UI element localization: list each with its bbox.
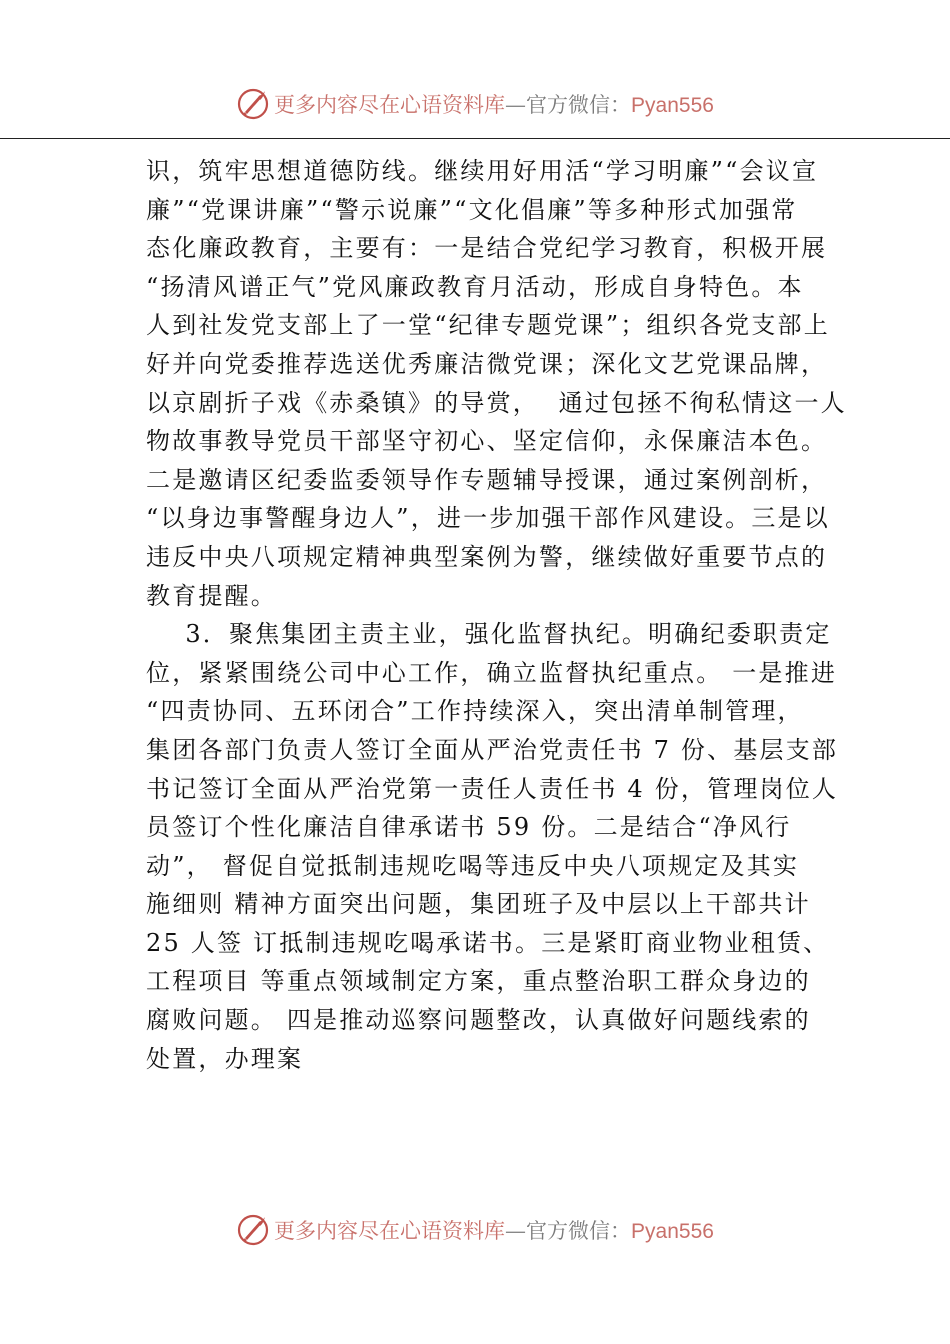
body-line: 动”， 督促自觉抵制违规吃喝等违反中央八项规定及其实 [146,851,800,880]
body-line: 书记签订全面从严治党第一责任人责任书 4 份，管理岗位人 [146,774,839,803]
header-banner [0,84,950,124]
footer-brand: 更多内容尽在心语资料库 [274,1219,506,1243]
body-line: 好并向党委推荐选送优秀廉洁微党课；深化文艺党课品牌， [146,349,828,378]
body-line: 员签订个性化廉洁自律承诺书 59 份。二是结合“净风行 [146,813,792,842]
footer-wechat-label: 官方微信： [526,1219,632,1243]
body-line: 工程项目 等重点领域制定方案，重点整治职工群众身边的 [146,967,811,996]
body-line: 以京剧折子戏《赤桑镇》的导赏， 通过包拯不徇私情这一人 [146,388,847,417]
body-line: 施细则 精神方面突出问题，集团班子及中层以上干部共计 [146,890,811,919]
header-wechat-id: Pyan556 [631,94,714,117]
body-line: 廉”“党课讲廉”“警示说廉”“文化倡廉”等多种形式加强常 [146,195,798,224]
body-line: 集团各部门负责人签订全面从严治党责任书 7 份、基层支部 [146,735,839,764]
body-line: 25 人签 订抵制违规吃喝承诺书。三是紧盯商业物业租赁、 [146,928,830,957]
body-line: 腐败问题。 四是推动巡察问题整改，认真做好问题线索的 [146,1006,811,1035]
quill-logo-icon [236,87,270,121]
body-line: 物故事教导党员干部坚守初心、坚定信仰，永保廉洁本色。 [146,427,828,456]
header-banner-text [274,89,714,119]
header-brand: 更多内容尽在心语资料库 [274,93,506,117]
footer-wechat-id: Pyan556 [631,1220,714,1243]
footer-dash: — [505,1219,527,1243]
body-line: 处置，办理案 [146,1044,304,1073]
body-line: “扬清风谱正气”党风廉政教育月活动，形成自身特色。本 [146,272,804,301]
body-line: 位，紧紧围绕公司中心工作，确立监督执纪重点。 一是推进 [146,658,838,687]
body-line: “以身边事警醒身边人”，进一步加强干部作风建设。三是以 [146,504,830,533]
body-line: 识，筑牢思想道德防线。继续用好用活“学习明廉”“会议宣 [146,157,819,185]
header-divider [0,138,950,139]
header-wechat-label: 官方微信： [526,93,632,117]
quill-logo-icon [236,1213,270,1247]
body-line: 人到社发党支部上了一堂“纪律专题党课”；组织各党支部上 [146,311,830,340]
body-line: 二是邀请区纪委监委领导作专题辅导授课，通过案例剖析， [146,465,828,494]
header-dash: — [505,93,527,117]
body-line: 态化廉政教育，主要有：一是结合党纪学习教育，积极开展 [146,234,828,263]
footer-banner [0,1210,950,1250]
footer-banner-text [274,1215,714,1245]
body-line: 教育提醒。 [146,581,277,610]
body-line: 违反中央八项规定精神典型案例为警，继续做好重要节点的 [146,542,828,571]
body-line: “四责协同、五环闭合”工作持续深入，突出清单制管理， [146,697,804,726]
document-body [146,152,847,1078]
body-line: 3．聚焦集团主责主业，强化监督执纪。明确纪委职责定 [146,620,832,649]
